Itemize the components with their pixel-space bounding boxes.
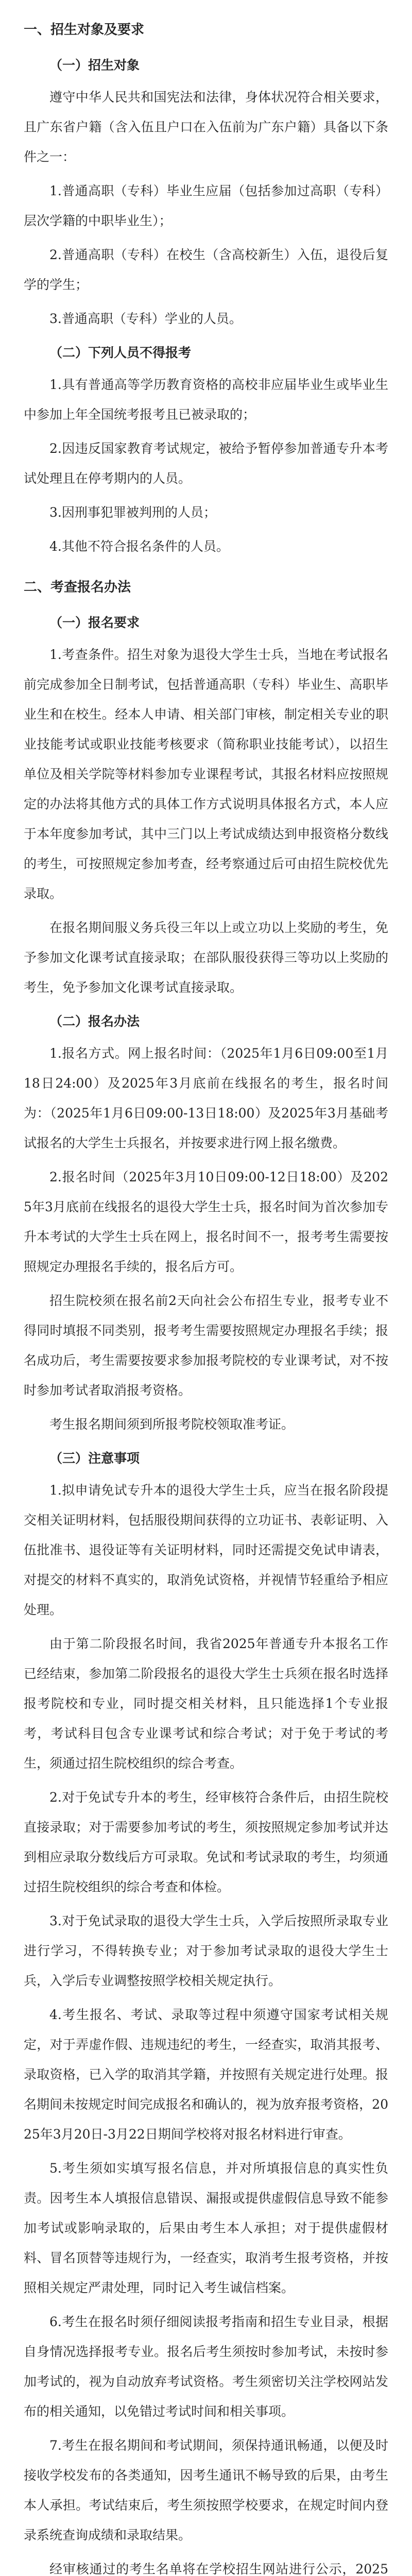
section-heading-registration: 二、考查报名办法: [24, 580, 131, 595]
paragraph: 4.其他不符合报名条件的人员。: [49, 539, 229, 554]
paragraph-bold: 招生院校须在报名前2天向社会公布招生专业，报考专业不得同时填报不同类别，报考考生需要按照规定办理报名手续；报名成功后，考生需要按要求参加报考院校的专业课考试，对不按时参加考试者取消报考资格。: [24, 1293, 388, 1398]
paragraph: 2.普通高职（专科）在校生（含高校新生）入伍，退役后复学的学生；: [24, 247, 388, 292]
subheading-registration-requirements: （一）报名要求: [49, 615, 140, 630]
paragraph: 1.拟申请免试专升本的退役大学生士兵，应当在报名阶段提交相关证明材料，包括服役期间获得的立功证书、表彰证明、入伍批准书、退役证等有关证明材料，同时还需提交免试申请表，对提交的材料不真实的，取消免试资格，并视情节轻重给予相应处理。: [24, 1483, 388, 1617]
paragraph: 6.考生在报名时须仔细阅读报考指南和招生专业目录，根据自身情况选择报考专业。报名后考生须按时参加考试，未按时参加考试的，视为自动放弃考试资格。考生须密切关注学校网站发布的相关通知，以免错过考试时间和相关事项。: [24, 2314, 388, 2419]
paragraph-bold: 4.考生报名、考试、录取等过程中须遵守国家考试相关规定，对于弄虚作假、违规违纪的考生，一经查实，取消其报考、录取资格，已入学的取消其学籍，并按照有关规定进行处理。报名期间未按规定时间完成报名和确认的，视为放弃报考资格，2025年3月20日-3月22日期间学校将对报名材料进行审查。: [24, 2007, 388, 2142]
subheading-registration-method: （二）报名办法: [49, 1014, 140, 1029]
paragraph: 经审核通过的考生名单将在学校招生网站进行公示，2025: [49, 2562, 388, 2576]
paragraph: 1.报名方式。网上报名时间：（2025年1月6日09:00至1月18日24:00）及2025年3月底前在线报名的考生，报名时间为：（2025年1月6日09:00-13日18:00）及2025年3月基础考试报名的大学生士兵报名，并按要求进行网上报名缴费。: [24, 1046, 388, 1150]
paragraph: 3.普通高职（专科）学业的人员。: [49, 311, 242, 326]
subheading-eligible-targets: （一）招生对象: [49, 58, 140, 73]
paragraph: 3.因刑事犯罪被判刑的人员；: [49, 505, 216, 520]
paragraph: 1.考查条件。招生对象为退役大学生士兵，当地在考试报名前完成参加全日制考试，包括普通高职（专科）毕业生、高职毕业生和在校生。经本人申请、相关部门审核，制定相关专业的职业技能考试或职业技能考核要求（简称职业技能考试），以招生单位及相关学院等材料参加专业课程考试，其报名材料应按照规定的办法将其他方式的具体工作方式说明具体报名方式，本人应于本年度参加考试，其中三门以上考试成绩达到申报资格分数线的考生，可按照规定参加考查，经考察通过后可由招生院校优先录取。: [24, 647, 388, 901]
paragraph: 考生报名期间须到所报考院校领取准考证。: [49, 1417, 295, 1432]
subheading-notes: （三）注意事项: [49, 1451, 140, 1466]
paragraph: 3.对于免试录取的退役大学生士兵，入学后按照所录取专业进行学习，不得转换专业；对于参加考试录取的退役大学生士兵，入学后专业调整按照学校相关规定执行。: [24, 1913, 388, 1988]
section-heading-eligibility: 一、招生对象及要求: [24, 22, 145, 38]
subheading-excluded-persons: （二）下列人员不得报考: [49, 345, 192, 360]
paragraph: 2.因违反国家教育考试规定，被给予暂停参加普通专升本考试处理且在停考期内的人员。: [24, 441, 388, 486]
paragraph: 1.具有普通高等学历教育资格的高校非应届毕业生或毕业生中参加上年全国统考报考且已被录取的；: [24, 377, 388, 422]
paragraph: 2.报名时间（2025年3月10日09:00-12日18:00）及2025年3月底前在线报名的退役大学生士兵，报名时间为首次参加专升本考试的大学生士兵在网上，报名时间不一，报考考生需要按照规定办理报名手续的，报名后方可。: [24, 1170, 388, 1274]
paragraph-bold: 5.考生须如实填写报名信息，并对所填报信息的真实性负责。因考生本人填报信息错误、漏报或提供虚假信息导致不能参加考试或影响录取的，后果由考生本人承担；对于提供虚假材料、冒名顶替等违规行为，一经查实，取消考生报考资格，并按照相关规定严肃处理，同时记入考生诚信档案。: [24, 2161, 388, 2295]
paragraph: 遵守中华人民共和国宪法和法律，身体状况符合相关要求，且广东省户籍（含入伍且户口在入伍前为广东户籍）具备以下条件之一：: [24, 90, 388, 164]
paragraph-bold: 在报名期间服义务兵役三年以上或立功以上奖励的考生，免予参加文化课考试直接录取；在部队服役获得三等功以上奖励的考生，免予参加文化课考试直接录取。: [24, 920, 388, 995]
paragraph: 2.对于免试专升本的考生，经审核符合条件后，由招生院校直接录取；对于需要参加考试的考生，须按照规定参加考试并达到相应录取分数线后方可录取。免试和考试录取的考生，均须通过招生院校组织的综合考查和体检。: [24, 1790, 388, 1894]
paragraph: 1.普通高职（专科）毕业生应届（包括参加过高职（专科）层次学籍的中职毕业生）；: [24, 183, 388, 228]
paragraph: 由于第二阶段报名时间，我省2025年普通专升本报名工作已经结束，参加第二阶段报名的退役大学生士兵须在报名时选择报考院校和专业，同时提交相关材料，且只能选择1个专业报考，考试科目包含专业课考试和综合考试；对于免于考试的考生，须通过招生院校组织的综合考查。: [24, 1636, 388, 1771]
paragraph: 7.考生在报名期间和考试期间，须保持通讯畅通，以便及时接收学校发布的各类通知，因考生通讯不畅导致的后果，由考生本人承担。考试结束后，考生须按照学校要求，在规定时间内登录系统查询成绩和录取结果。: [24, 2438, 388, 2543]
